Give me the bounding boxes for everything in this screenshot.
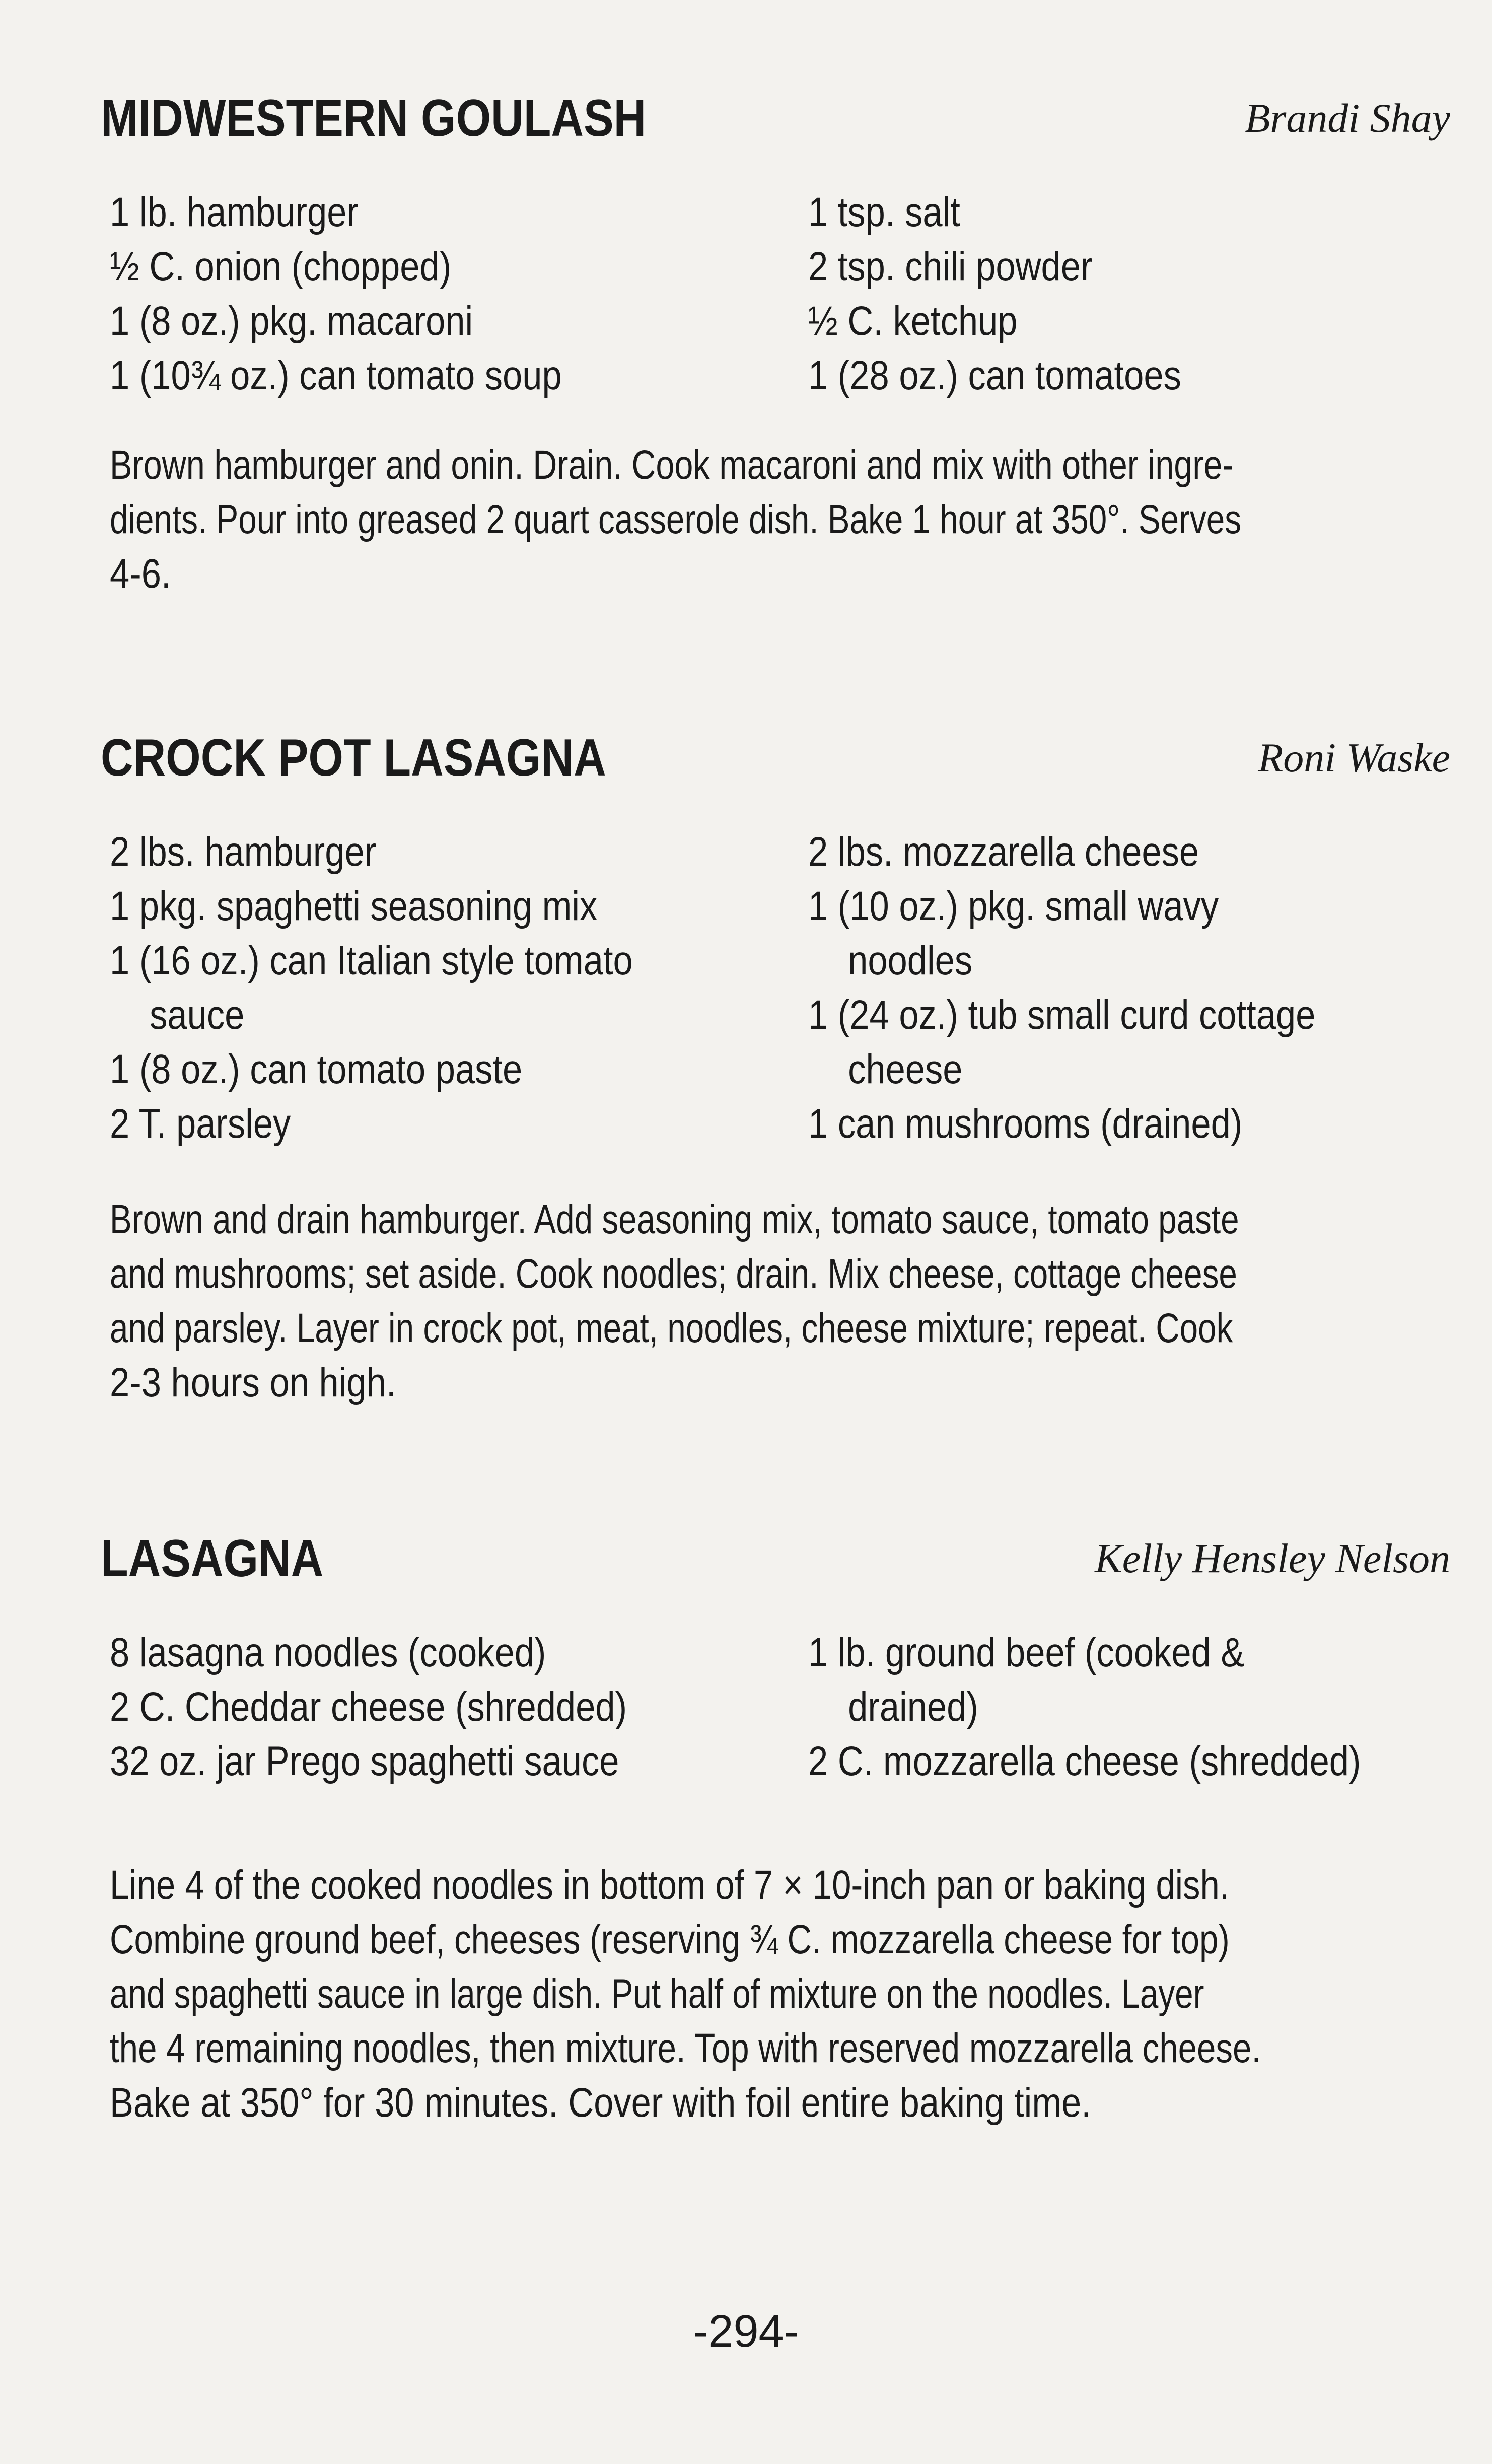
ingredients-left-column (110, 1626, 790, 1789)
ingredient-item: 2 C. mozzarella cheese (shredded) (808, 1738, 1361, 1784)
directions-line: the 4 remaining noodles, then mixture. Top with reserved mozzarella cheese. (110, 2025, 1261, 2071)
directions-line: Brown and drain hamburger. Add seasoning mix, tomato sauce, tomato paste (110, 1196, 1239, 1242)
ingredient-item: 1 (16 oz.) can Italian style tomato (110, 938, 633, 983)
recipe-lasagna (101, 1526, 1450, 2126)
recipe-midwestern-goulash (101, 86, 1450, 597)
directions-line: 2-3 hours on high. (110, 1360, 396, 1405)
ingredient-item: 1 (8 oz.) can tomato paste (110, 1046, 523, 1092)
ingredient-item: 1 can mushrooms (drained) (808, 1101, 1243, 1147)
ingredient-item: 1 tsp. salt (808, 189, 960, 235)
recipe-header (101, 1526, 1450, 1591)
ingredient-item: drained) (848, 1684, 978, 1730)
directions-line: and spaghetti sauce in large dish. Put half of mixture on the noodles. Layer (110, 1971, 1204, 2017)
recipe-crock-pot-lasagna (101, 725, 1450, 1405)
ingredient-list (101, 825, 1450, 1151)
page-number: -294- (693, 2306, 799, 2357)
ingredient-item: 1 lb. ground beef (cooked & (808, 1630, 1245, 1675)
recipe-author: Kelly Hensley Nelson (1095, 1535, 1450, 1581)
ingredient-item: 1 lb. hamburger (110, 189, 359, 235)
ingredient-item: 32 oz. jar Prego spaghetti sauce (110, 1738, 619, 1784)
ingredient-item: noodles (848, 938, 973, 983)
recipe-title: LASAGNA (101, 1529, 324, 1588)
ingredient-list (101, 1626, 1450, 1789)
ingredient-item: 2 tsp. chili powder (808, 244, 1093, 290)
directions-line: and mushrooms; set aside. Cook noodles; drain. Mix cheese, cottage cheese (110, 1251, 1237, 1297)
ingredient-item: ½ C. onion (chopped) (110, 244, 452, 290)
recipe-header (101, 725, 1450, 791)
ingredients-left-column (110, 825, 790, 1151)
directions-line: 4-6. (110, 551, 171, 597)
ingredient-item: 1 (10 oz.) pkg. small wavy (808, 883, 1219, 929)
ingredient-item: 1 (8 oz.) pkg. macaroni (110, 298, 473, 344)
ingredient-item: cheese (848, 1046, 963, 1092)
recipe-directions (110, 1858, 1449, 2130)
ingredient-item: 1 (24 oz.) tub small curd cottage (808, 992, 1316, 1038)
ingredient-item: 2 lbs. mozzarella cheese (808, 829, 1199, 875)
ingredients-right-column (808, 825, 1453, 1151)
recipe-author: Roni Waske (1258, 735, 1450, 781)
recipe-author: Brandi Shay (1245, 95, 1450, 141)
ingredient-item: ½ C. ketchup (808, 298, 1018, 344)
ingredient-item: sauce (150, 992, 245, 1038)
ingredient-list (101, 185, 1450, 403)
directions-line: and parsley. Layer in crock pot, meat, noodles, cheese mixture; repeat. Cook (110, 1305, 1233, 1351)
recipe-directions (110, 1192, 1449, 1410)
directions-line: Line 4 of the cooked noodles in bottom of 7 × 10-inch pan or baking dish. (110, 1862, 1229, 1908)
recipe-title: MIDWESTERN GOULASH (101, 89, 647, 148)
ingredients-right-column (808, 185, 1453, 403)
recipe-header (101, 86, 1450, 151)
ingredient-item: 8 lasagna noodles (cooked) (110, 1630, 546, 1675)
ingredients-right-column (808, 1626, 1453, 1789)
directions-line: Brown hamburger and onin. Drain. Cook macaroni and mix with other ingre- (110, 442, 1234, 488)
recipe-title: CROCK POT LASAGNA (101, 729, 606, 787)
ingredients-left-column (110, 185, 790, 403)
directions-line: Combine ground beef, cheeses (reserving ¾ C. mozzarella cheese for top) (110, 1917, 1230, 1962)
ingredient-item: 2 lbs. hamburger (110, 829, 377, 875)
ingredient-item: 1 (28 oz.) can tomatoes (808, 353, 1181, 398)
ingredient-item: 2 C. Cheddar cheese (shredded) (110, 1684, 627, 1730)
ingredient-item: 2 T. parsley (110, 1101, 291, 1147)
directions-line: dients. Pour into greased 2 quart casserole dish. Bake 1 hour at 350°. Serves (110, 497, 1242, 542)
recipe-directions (110, 438, 1449, 601)
directions-line: Bake at 350° for 30 minutes. Cover with foil entire baking time. (110, 2080, 1091, 2126)
ingredient-item: 1 pkg. spaghetti seasoning mix (110, 883, 598, 929)
ingredient-item: 1 (10¾ oz.) can tomato soup (110, 353, 562, 398)
